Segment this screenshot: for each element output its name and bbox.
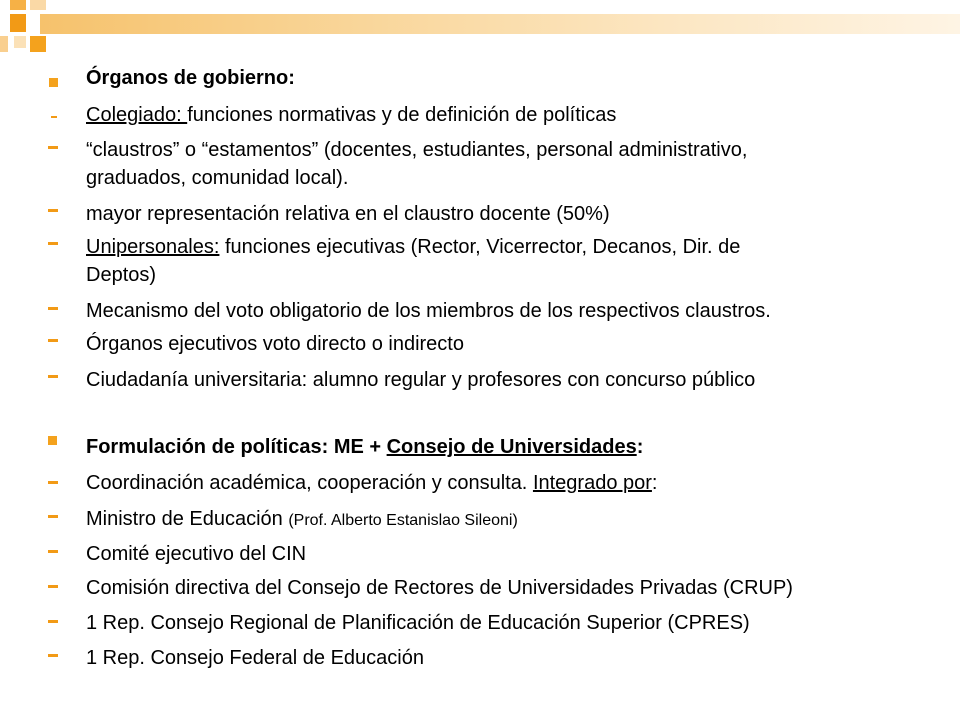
dash-bullet-icon (48, 620, 58, 623)
dash-bullet-icon (48, 307, 58, 310)
mecanismo-text: Mecanismo del voto obligatorio de los miembros de los respectivos claustros. (86, 300, 771, 322)
item-coordinacion (86, 471, 940, 496)
unipersonales-text: funciones ejecutivas (Rector, Vicerrector, Decanos, Dir. de (219, 236, 741, 258)
item-rep-cfe (86, 646, 940, 671)
item-mecanismo (86, 299, 940, 324)
dash-bullet-icon (48, 585, 58, 588)
ministro-text: Ministro de Educación (86, 508, 289, 530)
rep-cpres-text: 1 Rep. Consejo Regional de Planificación de Educación Superior (CPRES) (86, 612, 750, 634)
item-comision (86, 576, 940, 601)
item-colegiado (86, 103, 940, 128)
consejo-universidades-label: Consejo de Universidades (386, 436, 637, 458)
dash-bullet-icon (51, 116, 57, 118)
rep-cfe-text: 1 Rep. Consejo Federal de Educación (86, 647, 424, 669)
representacion-text: mayor representación relativa en el claustro docente (50%) (86, 203, 610, 225)
dash-bullet-icon (48, 339, 58, 342)
dash-bullet-icon (48, 654, 58, 657)
dash-bullet-icon (48, 481, 58, 484)
heading-text: Órganos de gobierno: (86, 67, 295, 89)
dash-bullet-icon (48, 515, 58, 518)
comision-text: Comisión directiva del Consejo de Rectores de Universidades Privadas (CRUP) (86, 577, 793, 599)
dash-bullet-icon (48, 209, 58, 212)
organos-ejecutivos-text: Órganos ejecutivos voto directo o indirecto (86, 333, 464, 355)
dash-bullet-icon (48, 375, 58, 378)
dash-bullet-icon (48, 146, 58, 149)
ciudadania-text: Ciudadanía universitaria: alumno regular y profesores con concurso público (86, 369, 756, 391)
item-unipersonales (86, 235, 940, 288)
colegiado-label: Colegiado: (86, 104, 188, 126)
heading-colon: : (636, 436, 644, 458)
unipersonales-label: Unipersonales: (86, 236, 220, 258)
item-ministro (86, 507, 940, 533)
item-claustros (86, 138, 940, 191)
integrado-label: Integrado por (532, 472, 652, 494)
item-rep-cpres (86, 611, 940, 636)
claustros-line-1: “claustros” o “estamentos” (docentes, estudiantes, personal administrativo, (86, 139, 748, 161)
item-representacion (86, 202, 940, 227)
item-ciudadania (86, 368, 940, 393)
unipersonales-line-2: Deptos) (86, 264, 157, 286)
coordinacion-text: Coordinación académica, cooperación y consulta. (86, 472, 533, 494)
integrado-colon: : (651, 472, 658, 494)
square-bullet-icon (49, 78, 58, 87)
comite-text: Comité ejecutivo del CIN (86, 543, 307, 565)
dash-bullet-icon (48, 550, 58, 553)
ministro-name: (Prof. Alberto Estanislao Sileoni) (288, 512, 518, 529)
item-comite (86, 542, 940, 567)
item-organos-ejecutivos (86, 332, 940, 357)
colegiado-text: funciones normativas y de definición de políticas (187, 104, 617, 126)
claustros-line-2: graduados, comunidad local). (86, 167, 349, 189)
formulacion-heading-text: Formulación de políticas: ME + (86, 436, 387, 458)
dash-bullet-icon (48, 242, 58, 245)
square-bullet-icon (48, 436, 57, 445)
section-heading-formulacion (86, 435, 940, 460)
section-heading-organos (86, 66, 940, 91)
